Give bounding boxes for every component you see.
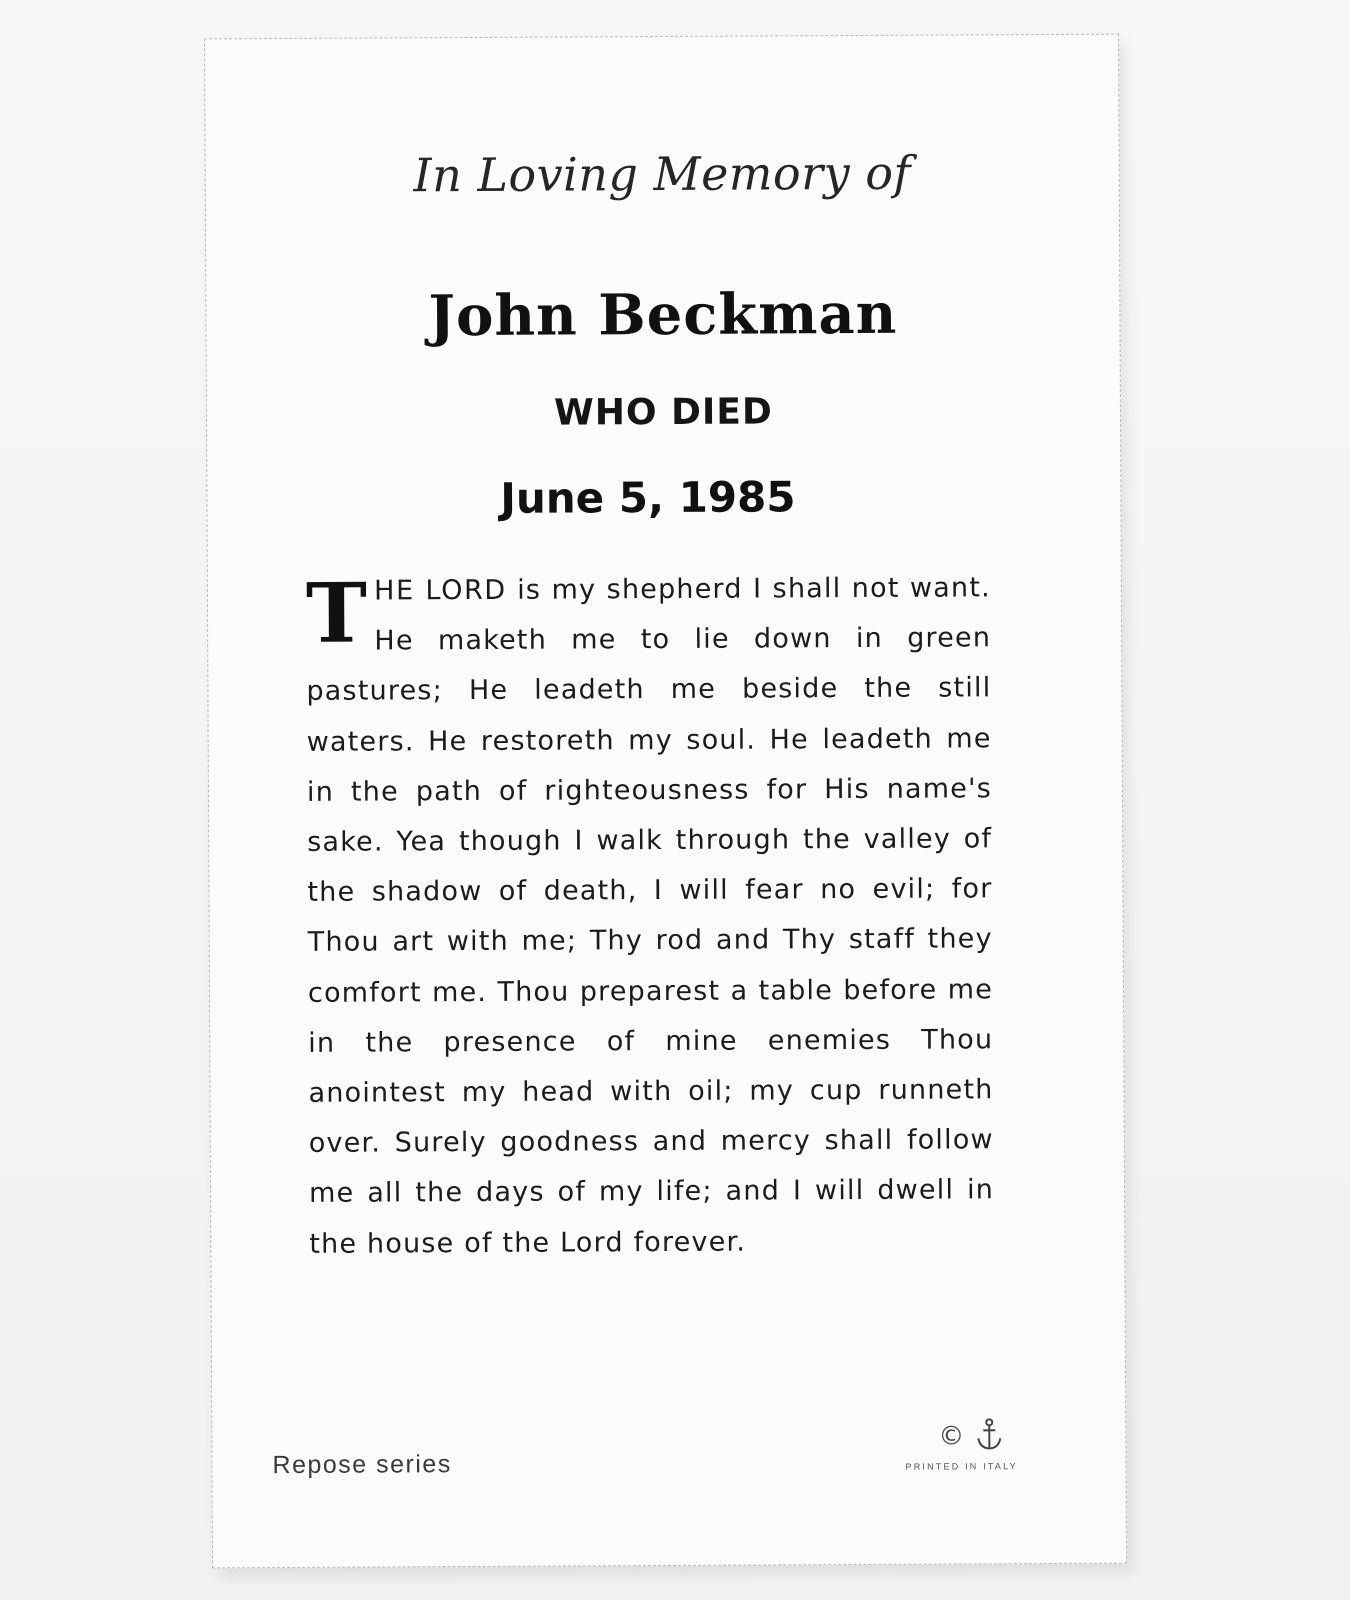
deceased-name: John Beckman	[428, 280, 898, 350]
copyright-symbol: ©	[938, 1421, 965, 1452]
psalm-body: is my shepherd I shall not want. He maketh me to lie down in green pastures; He leadeth me beside the still waters. He restoreth my soul. He leadeth me in the path of righteousness for His name's sake. Yea though I walk through the valley of the shadow of death, I will fear no evil; for Thou art with me; Thy rod and Thy staff they comfort me. Thou preparest a table before me in the presence of mine enemies Thou anointest my head with oil; my cup runneth over. Surely goodness and mercy shall follow me all the days of my life; and I will dwell in the house of the Lord forever.	[306, 572, 995, 1260]
psalm-opening: HE LORD	[374, 574, 507, 607]
memorial-card	[204, 34, 1127, 1569]
death-date: June 5, 1985	[500, 472, 796, 523]
psalm-23-text	[306, 563, 995, 1269]
anchor-icon	[974, 1417, 1004, 1451]
who-died-label: WHO DIED	[553, 391, 773, 434]
printed-in-italy-label: PRINTED IN ITALY	[905, 1461, 1018, 1472]
drop-cap: T	[305, 565, 369, 662]
series-label: Repose series	[272, 1450, 452, 1480]
memory-heading: In Loving Memory of	[413, 145, 912, 203]
